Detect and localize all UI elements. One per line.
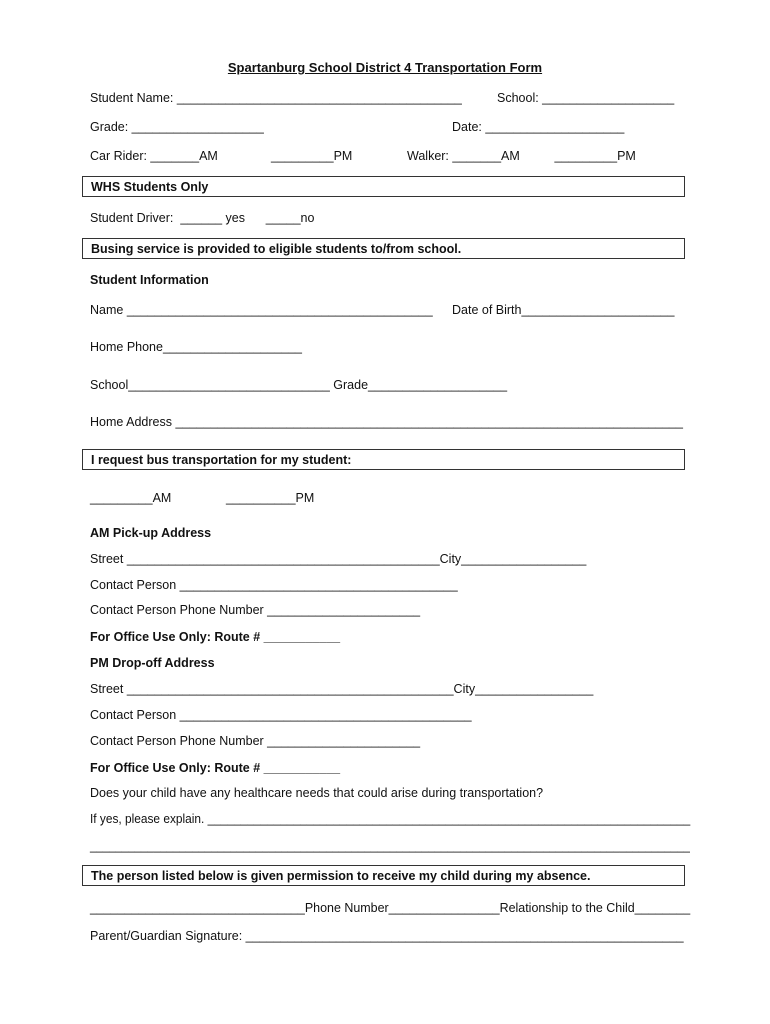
am-contact-phone-field[interactable]: Contact Person Phone Number ______________________ <box>90 603 421 617</box>
pm-contact-person-field[interactable]: Contact Person __________________________________________ <box>90 708 472 722</box>
permission-heading: The person listed below is given permission to receive my child during my absence. <box>91 869 591 883</box>
busing-service-box <box>82 238 685 259</box>
student-name-field[interactable]: Student Name: _________________________________________ <box>90 91 462 105</box>
am-street-field[interactable]: Street _____________________________________________City__________________ <box>90 552 587 566</box>
car-rider-pm-field[interactable]: _________PM <box>271 149 353 163</box>
student-info-name-field[interactable]: Name ____________________________________________ <box>90 303 433 317</box>
pm-street-field[interactable]: Street _______________________________________________City_________________ <box>90 682 594 696</box>
pm-office-route-field: For Office Use Only: Route # ___________ <box>90 761 341 775</box>
date-field[interactable]: Date: ____________________ <box>452 120 625 134</box>
student-information-heading: Student Information <box>90 273 209 287</box>
date-of-birth-field[interactable]: Date of Birth______________________ <box>452 303 675 317</box>
authorized-person-field[interactable]: _______________________________Phone Number________________Relationship to the Child________ <box>90 901 691 915</box>
grade-field[interactable]: Grade: ___________________ <box>90 120 264 134</box>
request-pm-field[interactable]: __________PM <box>226 491 315 505</box>
walker-field[interactable]: Walker: _______AM _________PM <box>407 149 636 163</box>
form-title: Spartanburg School District 4 Transportation Form <box>227 60 543 75</box>
school-grade-field[interactable]: School_____________________________ Grade____________________ <box>90 378 508 392</box>
home-address-field[interactable]: Home Address _________________________________________________________________________ <box>90 415 683 429</box>
home-phone-field[interactable]: Home Phone____________________ <box>90 340 302 354</box>
school-field[interactable]: School: ___________________ <box>497 91 675 105</box>
am-pickup-heading: AM Pick-up Address <box>90 526 212 540</box>
bus-request-box <box>82 449 685 470</box>
pm-dropoff-heading: PM Drop-off Address <box>90 656 215 670</box>
am-contact-person-field[interactable]: Contact Person ________________________________________ <box>90 578 458 592</box>
whs-students-box <box>82 176 685 197</box>
healthcare-question: Does your child have any healthcare needs that could arise during transportation? <box>90 786 544 800</box>
am-office-route-field: For Office Use Only: Route # ___________ <box>90 630 341 644</box>
car-rider-am-field[interactable]: Car Rider: _______AM <box>90 149 218 163</box>
pm-contact-phone-field[interactable]: Contact Person Phone Number ______________________ <box>90 734 421 748</box>
busing-service-notice: Busing service is provided to eligible students to/from school. <box>91 242 462 256</box>
request-am-field[interactable]: _________AM <box>90 491 172 505</box>
whs-students-heading: WHS Students Only <box>91 180 209 194</box>
parent-signature-field[interactable]: Parent/Guardian Signature: _______________________________________________________________ <box>90 929 684 943</box>
permission-box <box>82 865 685 886</box>
healthcare-extra-line[interactable]: ______________________________________________________________________________________________ <box>90 839 690 853</box>
student-driver-field[interactable]: Student Driver: ______ yes _____no <box>90 211 315 225</box>
bus-request-heading: I request bus transportation for my student: <box>91 453 352 467</box>
healthcare-explain-field[interactable]: If yes, please explain. _________________________________________________________________________ <box>90 812 691 826</box>
